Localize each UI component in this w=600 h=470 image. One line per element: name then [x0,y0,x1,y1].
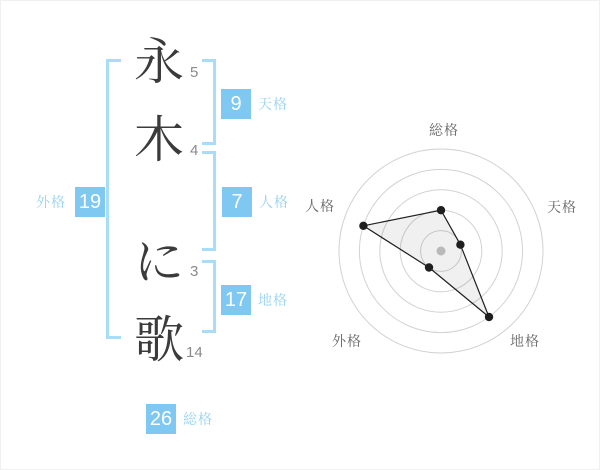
name-char-1: 永 [134,34,184,90]
stroke-count-1: 5 [190,64,199,81]
radar-axis-label-jinkaku: 人格 [305,198,335,214]
tenkaku-value: 9 [221,89,251,119]
name-char-4: 歌 [134,312,184,368]
soukaku-label: 総格 [183,411,213,427]
tenkaku-badge [221,89,288,119]
radar-axis-label-chikaku: 地格 [510,333,540,349]
radar-axis-label-gaikaku: 外格 [332,333,362,349]
chikaku-label: 地格 [258,292,288,308]
radar-axis-label-soukaku: 総格 [429,122,459,138]
tenkaku-bracket [202,59,216,145]
radar-chart [296,111,591,371]
jinkaku-bracket [202,151,216,251]
stroke-count-3: 3 [190,263,199,280]
radar-axis-label-tenkaku: 天格 [547,199,577,215]
stroke-count-4: 14 [186,344,203,361]
jinkaku-label: 人格 [259,194,289,210]
soukaku-badge [146,404,213,434]
chikaku-value: 17 [221,285,251,315]
gaikaku-label: 外格 [36,194,66,210]
chikaku-bracket [202,260,216,333]
name-char-3: に [134,234,184,290]
radar-center-dot [437,247,446,256]
gaikaku-badge [36,187,105,217]
chikaku-badge [221,285,288,315]
gaikaku-bracket [106,59,121,339]
soukaku-value: 26 [146,404,176,434]
jinkaku-value: 7 [222,187,252,217]
jinkaku-badge [222,187,289,217]
gaikaku-value: 19 [75,187,105,217]
name-char-2: 木 [134,112,184,168]
radar-polygon [363,210,489,317]
tenkaku-label: 天格 [258,96,288,112]
stroke-count-2: 4 [190,142,199,159]
